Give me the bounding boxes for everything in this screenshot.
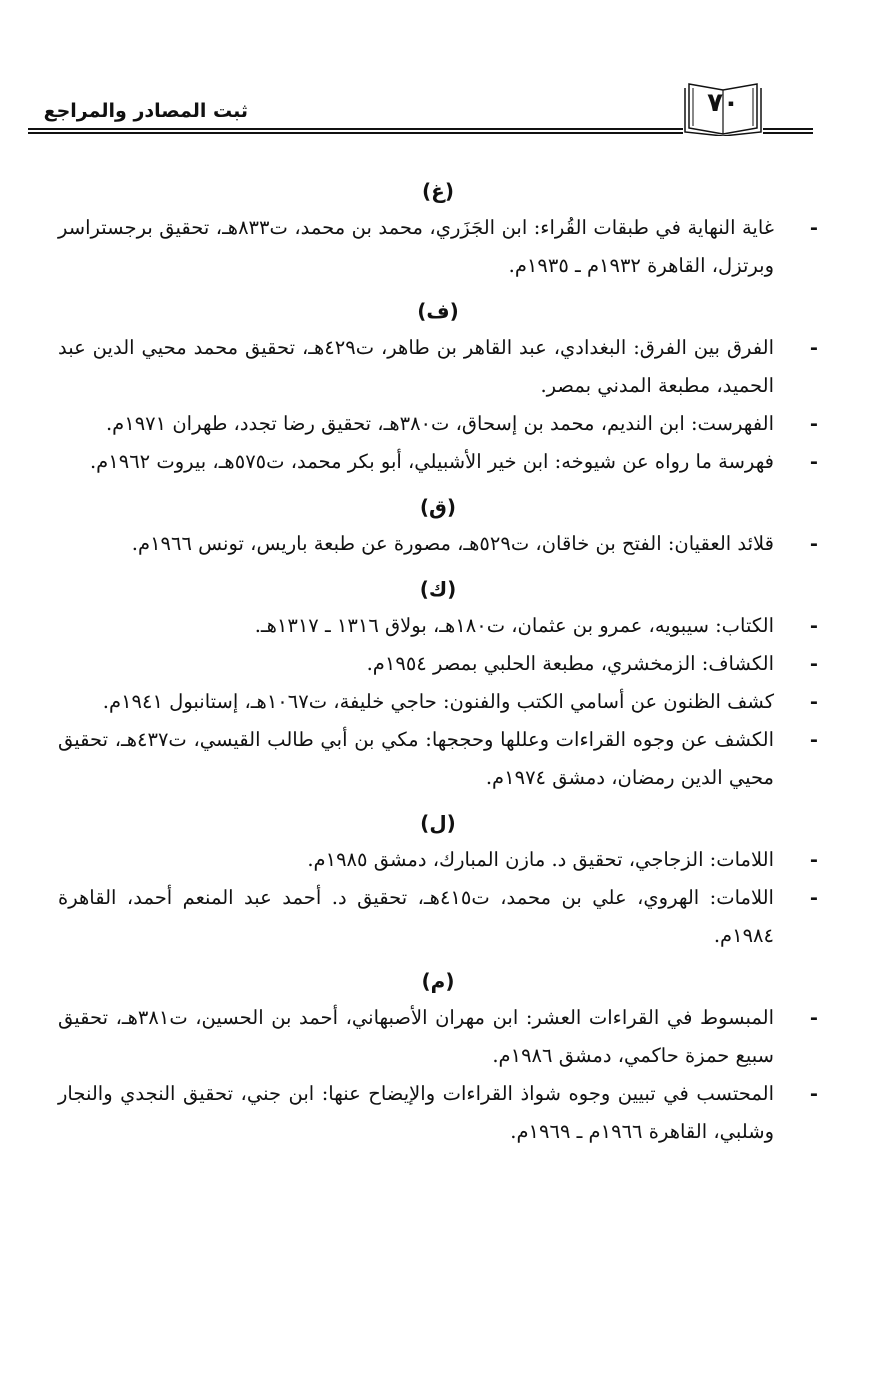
- entry-text: المبسوط في القراءات العشر: ابن مهران الأصبهاني، أحمد بن الحسين، ت٣٨١هـ، تحقيق سبيع حمزة حاكمي، دمشق ١٩٨٦م.: [58, 1006, 775, 1067]
- section-mim: [58, 963, 818, 1151]
- bullet-dash: -: [809, 652, 818, 675]
- entry-text: قلائد العقيان: الفتح بن خاقان، ت٥٢٩هـ، مصورة عن طبعة باريس، تونس ١٩٦٦م.: [131, 532, 774, 555]
- header-rule: [28, 128, 683, 130]
- bullet-dash: -: [809, 216, 818, 239]
- entry-text: اللامات: الزجاجي، تحقيق د. مازن المبارك، دمشق ١٩٨٥م.: [307, 848, 774, 871]
- list-item: [58, 999, 818, 1075]
- entry-text: كشف الظنون عن أسامي الكتب والفنون: حاجي خليفة، ت١٠٦٧هـ، إستانبول ١٩٤١م.: [102, 690, 774, 713]
- page-number-badge: [683, 76, 763, 136]
- page-number: ٧٠: [707, 88, 739, 118]
- list-item: [58, 525, 818, 563]
- list-item: [58, 209, 818, 285]
- list-item: [58, 841, 818, 879]
- section-letter: (م): [421, 969, 455, 993]
- list-item: [58, 1075, 818, 1151]
- header-rule: [763, 132, 813, 134]
- entry-text: الكتاب: سيبويه، عمرو بن عثمان، ت١٨٠هـ، بولاق ١٣١٦ ـ ١٣١٧هـ.: [254, 614, 774, 637]
- entry-text: الكشاف: الزمخشري، مطبعة الحلبي بمصر ١٩٥٤م.: [366, 652, 774, 675]
- bullet-dash: -: [809, 848, 818, 871]
- bibliography-list: [58, 165, 818, 1151]
- bullet-dash: -: [809, 690, 818, 713]
- bullet-dash: -: [809, 728, 818, 751]
- section-qaf: [58, 489, 818, 563]
- list-item: [58, 645, 818, 683]
- entry-text: فهرسة ما رواه عن شيوخه: ابن خير الأشبيلي، أبو بكر محمد، ت٥٧٥هـ، بيروت ١٩٦٢م.: [89, 450, 774, 473]
- list-item: [58, 879, 818, 955]
- running-title: ثبت المصادر والمراجع: [43, 100, 248, 122]
- section-letter: (ك): [419, 577, 457, 601]
- section-letter: (غ): [422, 179, 454, 203]
- list-item: [58, 329, 818, 405]
- list-item: [58, 443, 818, 481]
- section-fa: [58, 293, 818, 481]
- bullet-dash: -: [809, 886, 818, 909]
- bullet-dash: -: [809, 614, 818, 637]
- list-item: [58, 721, 818, 797]
- bullet-dash: -: [809, 532, 818, 555]
- section-lam: [58, 805, 818, 955]
- list-item: [58, 405, 818, 443]
- list-item: [58, 683, 818, 721]
- section-kaf: [58, 571, 818, 797]
- entry-text: اللامات: الهروي، علي بن محمد، ت٤١٥هـ، تحقيق د. أحمد عبد المنعم أحمد، القاهرة ١٩٨٤م.: [58, 886, 774, 947]
- entry-text: الكشف عن وجوه القراءات وعللها وحججها: مكي بن أبي طالب القيسي، ت٤٣٧هـ، تحقيق محيي الدين رمضان، دمشق ١٩٧٤م.: [58, 728, 775, 789]
- entry-text: الفرق بين الفرق: البغدادي، عبد القاهر بن طاهر، ت٤٢٩هـ، تحقيق محمد محيي الدين عبد الحميد، مطبعة المدني بمصر.: [58, 336, 774, 397]
- section-letter: (ل): [420, 811, 456, 835]
- entry-text: الفهرست: ابن النديم، محمد بن إسحاق، ت٣٨٠هـ، تحقيق رضا تجدد، طهران ١٩٧١م.: [105, 412, 774, 435]
- page-header: [28, 72, 808, 142]
- section-ghain: [58, 173, 818, 285]
- entry-text: غاية النهاية في طبقات القُراء: ابن الجَزَري، محمد بن محمد، ت٨٣٣هـ، تحقيق برجستراسر وبرتزل، القاهرة ١٩٣٢م ـ ١٩٣٥م.: [58, 216, 775, 277]
- list-item: [58, 607, 818, 645]
- bullet-dash: -: [809, 1006, 818, 1029]
- bullet-dash: -: [809, 450, 818, 473]
- bullet-dash: -: [809, 412, 818, 435]
- entry-text: المحتسب في تبيين وجوه شواذ القراءات والإيضاح عنها: ابن جني، تحقيق النجدي والنجار وشلبي، القاهرة ١٩٦٦م ـ ١٩٦٩م.: [58, 1082, 774, 1143]
- section-letter: (ف): [417, 299, 459, 323]
- header-rule: [28, 132, 683, 134]
- bullet-dash: -: [809, 336, 818, 359]
- header-rule: [763, 128, 813, 130]
- bullet-dash: -: [809, 1082, 818, 1105]
- section-letter: (ق): [419, 495, 457, 519]
